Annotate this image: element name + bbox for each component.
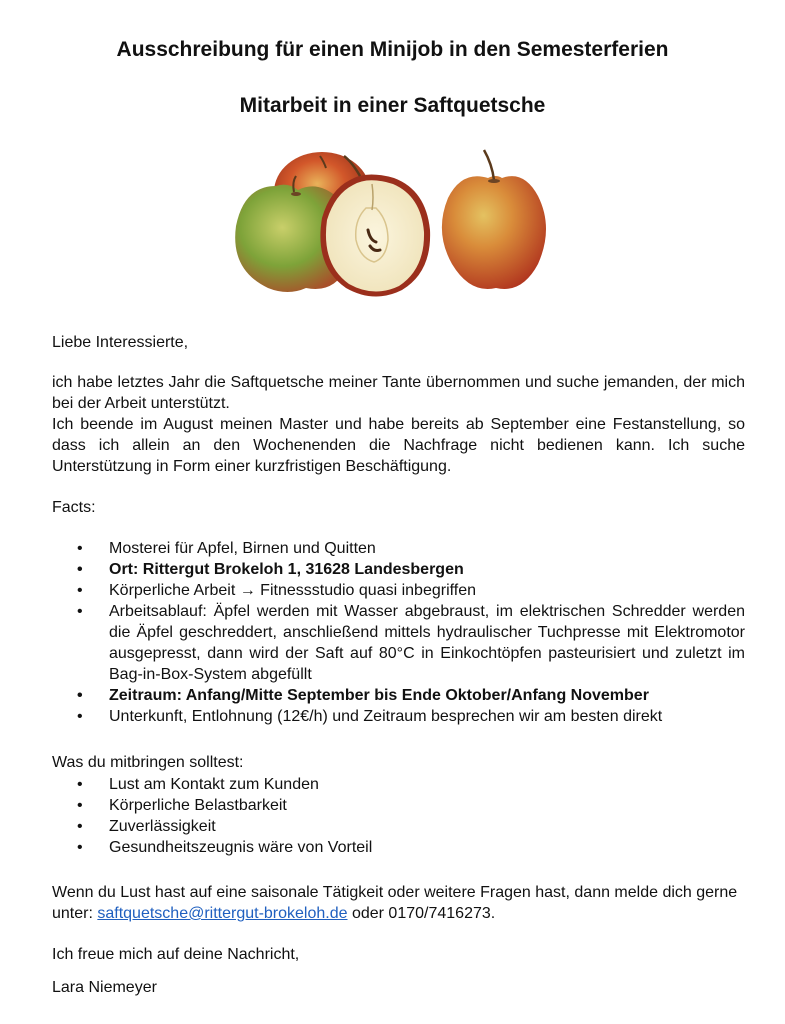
apples-illustration xyxy=(226,148,556,300)
signature: Lara Niemeyer xyxy=(52,979,157,996)
requirement-item: • Gesundheitszeugnis wäre von Vorteil xyxy=(52,837,745,858)
fact-item-workflow: • Arbeitsablauf: Äpfel werden mit Wasser abgebraust, im elektrischen Schredder werden die Äpfel geschreddert, anschließend mittels hydraulischer Tuchpresse mit Elektromotor ausgepresst, dann wird der Saft auf 80°C in Einkochtöpfen pasteurisiert und zuletzt im Bag-in-Box-System abgefüllt xyxy=(52,601,745,685)
requirement-item: • Lust am Kontakt zum Kunden xyxy=(52,774,745,795)
requirement-item: • Körperliche Belastbarkeit xyxy=(52,795,745,816)
contact-text-after: oder 0170/7416273. xyxy=(347,905,496,922)
right-apple-shape xyxy=(442,150,546,289)
document-title: Ausschreibung für einen Minijob in den Semesterferien xyxy=(116,38,669,61)
fact-item-location: • Ort: Rittergut Brokeloh 1, 31628 Landesbergen xyxy=(52,559,745,580)
contact-paragraph xyxy=(52,882,745,924)
requirement-item: • Zuverlässigkeit xyxy=(52,816,745,837)
intro-paragraph-2: Ich beende im August meinen Master und habe bereits ab September eine Festanstellung, so dass ich allein an den Wochenenden die Nachfrage nicht bedienen kann. Ich suche Unterstützung in Form einer kurzfristigen Beschäftigung. xyxy=(52,416,745,475)
intro-paragraph-1: ich habe letztes Jahr die Saftquetsche meiner Tante übernommen und suche jemanden, der mich bei der Arbeit unterstützt. xyxy=(52,374,745,412)
document-subtitle: Mitarbeit in einer Saftquetsche xyxy=(239,94,546,117)
fact-item-terms: • Unterkunft, Entlohnung (12€/h) und Zeitraum besprechen wir am besten direkt xyxy=(52,706,745,727)
requirements-heading: Was du mitbringen solltest: xyxy=(52,754,244,771)
intro-section xyxy=(52,372,745,477)
facts-list xyxy=(52,538,745,727)
fact-item-produce: • Mosterei für Apfel, Birnen und Quitten xyxy=(52,538,745,559)
contact-text-before: Wenn du Lust hast auf eine saisonale Tätigkeit oder weitere Fragen hast, dann melde dich gerne unter: xyxy=(52,884,738,922)
facts-heading: Facts: xyxy=(52,499,96,516)
contact-email-link[interactable]: saftquetsche@rittergut-brokeloh.de xyxy=(97,905,348,922)
greeting: Liebe Interessierte, xyxy=(52,334,189,351)
fact-item-physical-work: • Körperliche Arbeit → Fitnessstudio quasi inbegriffen xyxy=(52,580,745,601)
requirements-list xyxy=(52,774,745,858)
fact-item-period: • Zeitraum: Anfang/Mitte September bis Ende Oktober/Anfang November xyxy=(52,685,745,706)
closing-line: Ich freue mich auf deine Nachricht, xyxy=(52,946,300,963)
